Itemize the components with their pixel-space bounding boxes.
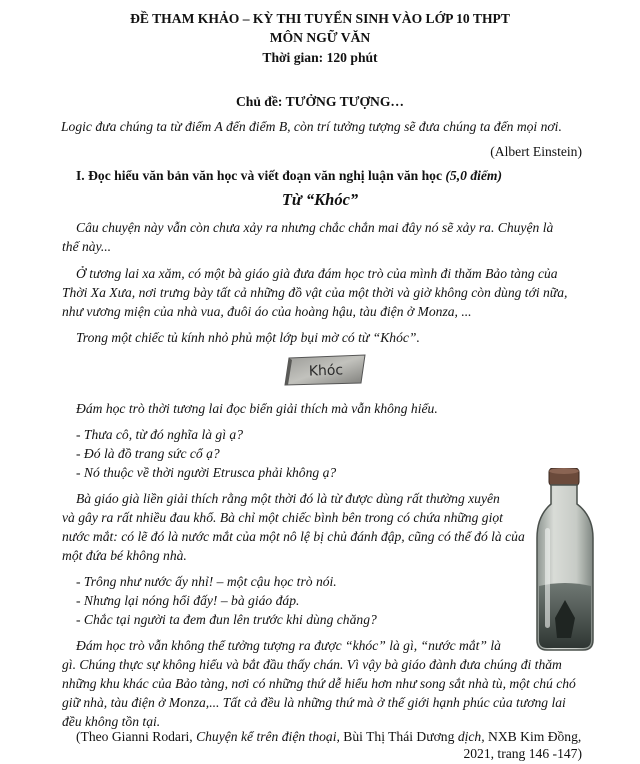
khoc-sign-image bbox=[283, 354, 367, 386]
story-line: đều không tồn tại. bbox=[62, 714, 161, 729]
story-line: và gây ra rất nhiều đau khổ. Bà chỉ một chiếc bình bên trong có chứa những giọt bbox=[62, 510, 503, 525]
citation-book: Chuyện kể trên điện thoại, bbox=[196, 729, 340, 744]
story-line: một đứa bé không nhà. bbox=[62, 548, 187, 563]
citation-pages: 2021, trang 146 -147) bbox=[463, 746, 582, 761]
dialogue-line: - Nhưng lại nóng hổi đấy! – bà giáo đáp. bbox=[76, 593, 300, 608]
section-points: (5,0 điểm) bbox=[445, 168, 503, 183]
bottle-image bbox=[531, 468, 599, 654]
dialogue-line: - Đó là đồ trang sức cổ ạ? bbox=[76, 446, 220, 461]
exam-subject: MÔN NGỮ VĂN bbox=[269, 30, 371, 45]
story-line: thế này... bbox=[62, 239, 112, 254]
story-title: Từ “Khóc” bbox=[281, 190, 359, 209]
story-line: như vương miện của nhà vua, đuôi áo của hoàng hậu, tàu điện ở Monza, ... bbox=[62, 304, 472, 319]
dialogue-line: - Chắc tại người ta đem đun lên trước khi dùng chăng? bbox=[76, 612, 377, 627]
story-line: giữ nhà, tàu điện ở Monza,... Tất cả đều là những thứ mà ở thế giới hạnh phúc của tương lai bbox=[62, 695, 566, 710]
epigraph-quote: Logic đưa chúng ta từ điểm A đến điểm B, còn trí tưởng tượng sẽ đưa chúng ta đến mọi nơi. bbox=[61, 119, 562, 134]
story-line: những khu khác của Bảo tàng, nơi có những thứ dễ hiểu hơn như song sắt nhà tù, một chú chó bbox=[62, 676, 576, 691]
citation-publisher: NXB Kim Đồng, bbox=[484, 729, 582, 744]
story-line: gì. Chúng thực sự không hiểu và bắt đầu thấy chán. Vì vậy bà giáo đành đưa chúng đi thăm bbox=[62, 657, 562, 672]
story-line: nước mắt: có lẽ đó là nước mắt của một nô lệ bị chủ đánh đập, cũng có thể đó là của bbox=[62, 529, 525, 544]
story-line: Bà giáo già liền giải thích rằng một thời đó là từ được dùng rất thường xuyên bbox=[76, 491, 500, 506]
story-line: Thời Xa Xưa, nơi trưng bày tất cả những đồ vật của một thời và giờ không còn dùng tới nữa, bbox=[62, 285, 568, 300]
exam-time: Thời gian: 120 phút bbox=[262, 50, 378, 65]
dialogue-line: - Thưa cô, từ đó nghĩa là gì ạ? bbox=[76, 427, 244, 442]
citation-dich: dịch, bbox=[457, 729, 485, 744]
citation-open: (Theo Gianni Rodari, bbox=[76, 729, 197, 744]
citation bbox=[76, 728, 581, 745]
story-line: Đám học trò thời tương lai đọc biển giải thích mà vẫn không hiểu. bbox=[76, 401, 438, 416]
story-line: Câu chuyện này vẫn còn chưa xảy ra nhưng chắc chắn mai đây nó sẽ xảy ra. Chuyện là bbox=[76, 220, 554, 235]
citation-translator: Bùi Thị Thái Dương bbox=[339, 729, 458, 744]
story-line: Ở tương lai xa xăm, có một bà giáo già đưa đám học trò của mình đi thăm Bảo tàng của bbox=[76, 266, 558, 281]
exam-title: ĐỀ THAM KHẢO – KỲ THI TUYỂN SINH VÀO LỚP 10 THPT bbox=[130, 11, 510, 26]
dialogue-line: - Nó thuộc về thời người Etrusca phải không ạ? bbox=[76, 465, 337, 480]
sign-label: Khóc bbox=[308, 362, 344, 380]
section-heading-text: I. Đọc hiểu văn bản văn học và viết đoạn văn nghị luận văn học bbox=[76, 168, 442, 183]
story-line: Trong một chiếc tủ kính nhỏ phủ một lớp bụi mờ có từ “Khóc”. bbox=[76, 330, 420, 345]
epigraph-author: (Albert Einstein) bbox=[490, 144, 582, 159]
section-heading bbox=[76, 167, 502, 184]
dialogue-line: - Trông như nước ấy nhỉ! – một cậu học trò nói. bbox=[76, 574, 337, 589]
theme-label: Chủ đề: TƯỞNG TƯỢNG… bbox=[235, 94, 405, 109]
story-line: Đám học trò vẫn không thể tưởng tượng ra được “khóc” là gì, “nước mắt” là bbox=[76, 638, 501, 653]
